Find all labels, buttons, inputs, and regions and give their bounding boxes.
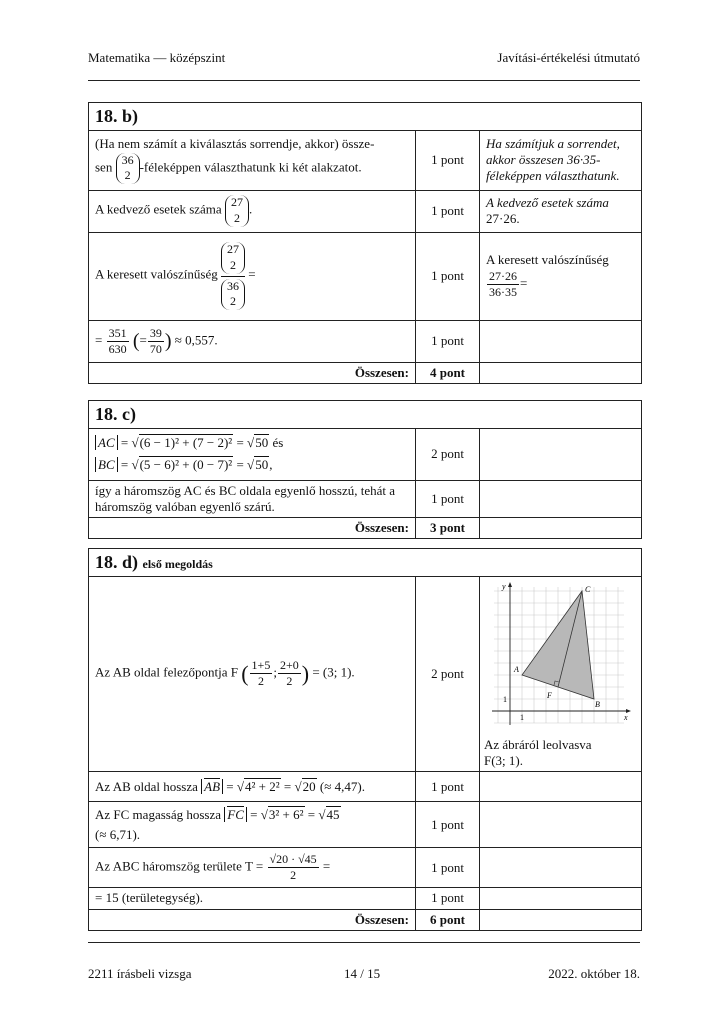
solution-step: így a háromszög AC és BC oldala egyenlő hosszú, tehát a háromszög valóban egyenlő szárú.: [89, 480, 416, 518]
solution-step: = 15 (területegység).: [89, 888, 416, 909]
points-cell: 1 pont: [416, 130, 480, 190]
solution-step: = $\frac{351}{630}$ (= $\frac{39}{70}$ ) ≈ 0,557.: [89, 320, 416, 362]
svg-text:C: C: [585, 584, 591, 594]
svg-text:A: A: [514, 664, 519, 674]
points-cell: 1 pont: [416, 480, 480, 518]
footer-rule: [88, 942, 640, 943]
points-cell: 1 pont: [416, 888, 480, 909]
points-cell: 1 pont: [416, 232, 480, 320]
footer-left: 2211 írásbeli vizsga: [88, 966, 192, 981]
header-right: Javítási-értékelési útmutató: [497, 50, 640, 65]
total-points: 6 pont: [416, 909, 480, 930]
section-title: 18. b): [89, 103, 642, 131]
note-cell: y x 1 1 A B C F Az ábráról leolvasva F(3; 1).: [480, 576, 642, 772]
header-left: Matematika — középszint: [88, 50, 226, 65]
solution-step: Az ABC háromszög területe T = $\frac{√20 \cdot √45}{2}$ =: [89, 848, 416, 888]
note-cell: A kedvező esetek száma 27·26.: [480, 190, 642, 232]
binomial: 36 2: [116, 153, 140, 184]
coordinate-figure: [484, 581, 634, 733]
note-cell: Ha számítjuk a sorrendet, akkor összesen 36·35-féleképpen választhatunk.: [480, 130, 642, 190]
points-cell: 1 pont: [416, 848, 480, 888]
solution-step: Az AB oldal felezőpontja F ( $\frac{1+5}{2}$ ; $\frac{2+0}{2}$ ) = (3; 1).: [89, 576, 416, 772]
binomial: 27 2: [225, 195, 249, 226]
solution-step: A kedvező esetek száma 27 2.: [89, 190, 416, 232]
points-cell: 1 pont: [416, 320, 480, 362]
svg-text:y: y: [502, 581, 506, 591]
svg-text:B: B: [595, 699, 600, 709]
points-cell: 1 pont: [416, 802, 480, 848]
section-18c: [88, 400, 642, 539]
total-label: Összesen:: [89, 362, 416, 383]
svg-text:1: 1: [520, 712, 524, 722]
section-18d: [88, 548, 642, 931]
total-points: 3 pont: [416, 518, 480, 539]
footer-right: 2022. október 18.: [548, 966, 640, 981]
points-cell: 1 pont: [416, 772, 480, 802]
section-title: 18. d) első megoldás: [89, 549, 642, 577]
page-number: 14 / 15: [344, 966, 381, 981]
solution-step: A keresett valószínűség 27 2 36 2 =: [89, 232, 416, 320]
solution-step: AC = √(6 − 1)² + (7 − 2)² = √50 és BC = √(5 − 6)² + (0 − 7)² = √50,: [89, 428, 416, 480]
section-title: 18. c): [89, 401, 642, 429]
points-cell: 1 pont: [416, 190, 480, 232]
svg-text:1: 1: [503, 694, 507, 704]
total-label: Összesen:: [89, 518, 416, 539]
binomial-fraction: 27 2 36 2: [221, 242, 245, 309]
note-cell: A keresett valószínűség $\frac{27\cdot 26}{36\cdot 35}$ =: [480, 232, 642, 320]
total-label: Összesen:: [89, 909, 416, 930]
svg-text:F: F: [547, 690, 552, 700]
total-points: 4 pont: [416, 362, 480, 383]
points-cell: 2 pont: [416, 428, 480, 480]
solution-step: Az AB oldal hossza AB = √4² + 2² = √20 (≈ 4,47).: [89, 772, 416, 802]
header-rule: [88, 80, 640, 81]
section-18b: [88, 102, 642, 384]
solution-step: (Ha nem számít a kiválasztás sorrendje, akkor) össze- sen 36 2-féleképpen választhatunk ki két alakzatot.: [89, 130, 416, 190]
solution-step: Az FC magasság hossza FC = √3² + 6² = √45 (≈ 6,71).: [89, 802, 416, 848]
svg-text:x: x: [624, 712, 628, 722]
points-cell: 2 pont: [416, 576, 480, 772]
